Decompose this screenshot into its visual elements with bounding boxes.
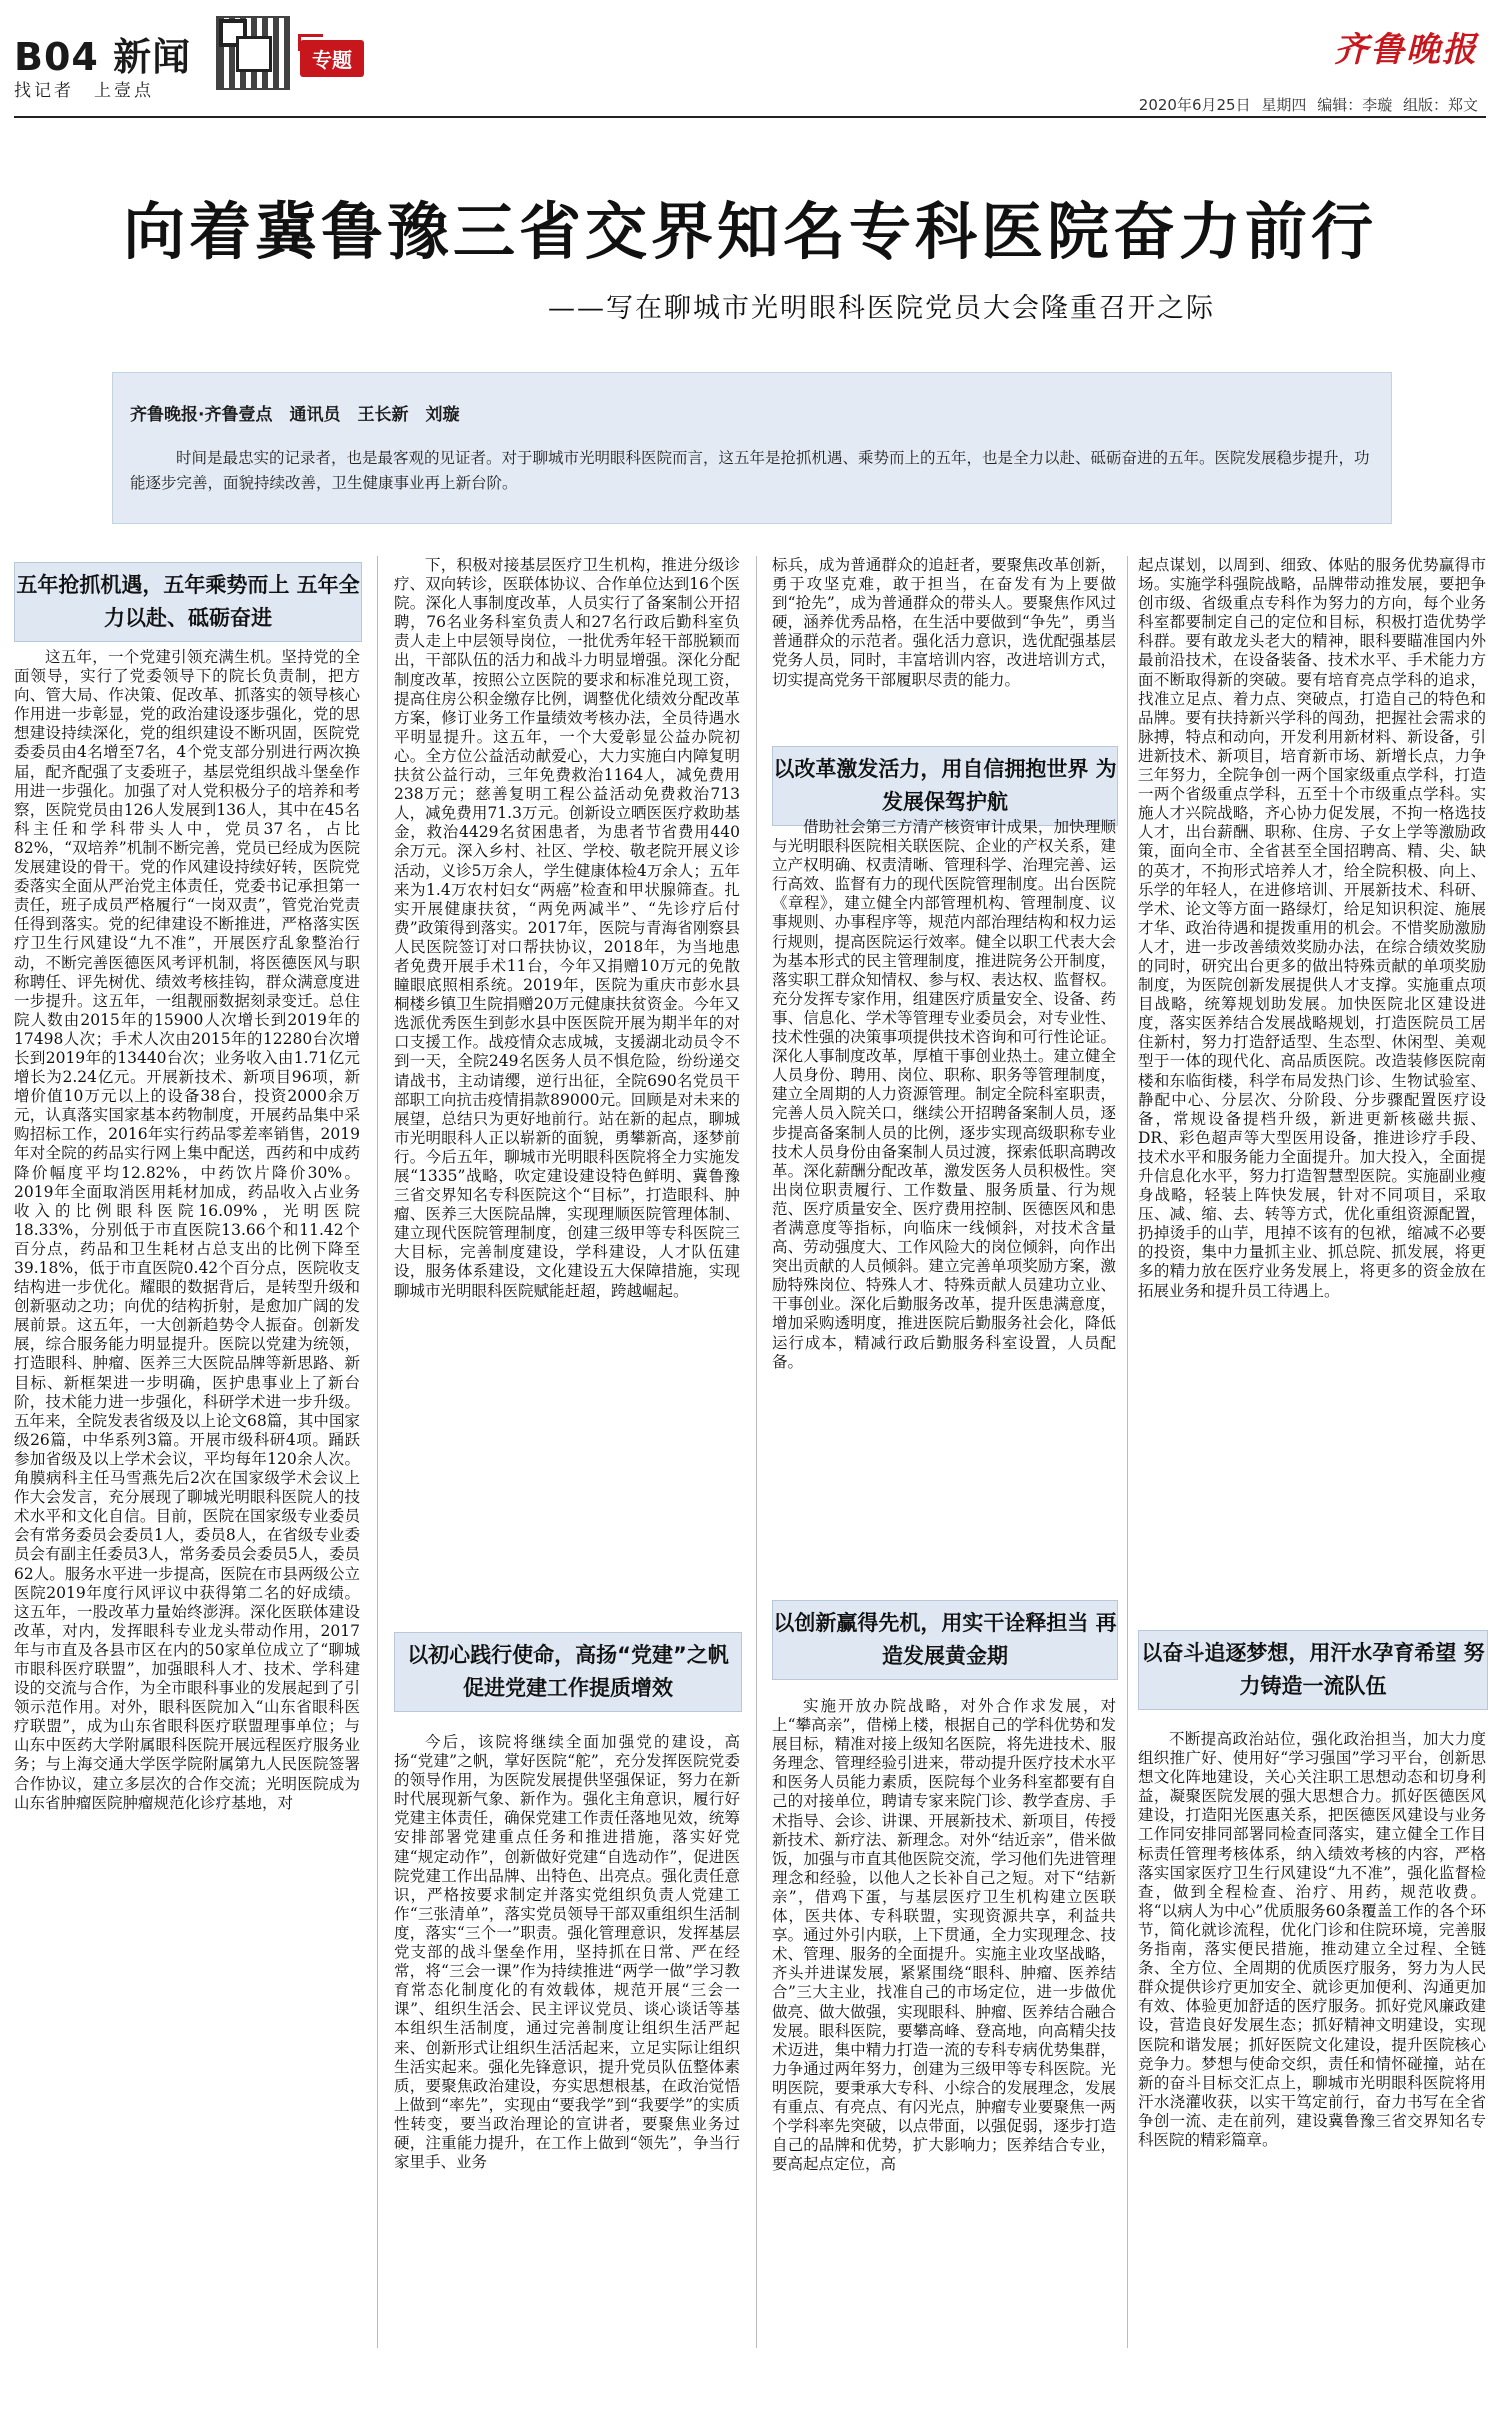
section-name: 新闻 [113, 35, 192, 79]
body-text: 实施开放办院战略，对外合作求发展，对上“攀高亲”，借梯上楼，根据自己的学科优势和发展目标，精准对接上级知名医院，将先进技术、服务理念、管理经验引进来，带动提升医疗技术水平和医务人员能力素质，医院每个业务科室都要有自己的对接单位，聘请专家来院门诊、教学查房、手术指导、会诊、讲课、开展新技术、新项目，传授新技术、新疗法、新理念。对外“结近亲”，借米做饭，加强与市直其他医院交流，学习他们先进管理理念和经验，以他人之长补自己之短。对下“结新亲”，借鸡下蛋，与基层医疗卫生机构建立医联体，医共体、专科联盟，实现资源共享，利益共享。通过外引内联，上下贯通，全力实现理念、技术、管理、服务的全面提升。实施主业攻坚战略，齐头并进谋发展，紧紧围绕“眼科、肿瘤、医养结合”三大主业，找准自己的市场定位，进一步做优做亮、做大做强，实现眼科、肿瘤、医养结合融合发展。眼科医院，要攀高峰、登高地，向高精尖技术迈进，集中精力打造一流的专科专病优势集群，力争通过两年努力，创建为三级甲等专科医院。光明医院，要秉承大专科、小综合的发展理念，发展有重点、有亮点、有闪光点，肿瘤专业要聚焦一两个学科率先突破，以点带面，以强促弱，逐步打造自己的品牌和优势，扩大影响力；医养结合专业，要高起点定位，高 [772, 1697, 1116, 2174]
qr-center [236, 36, 272, 72]
column-3-lower [772, 1697, 1116, 2348]
header-rule [14, 116, 1486, 118]
byline: 齐鲁晚报·齐鲁壹点 通讯员 王长新 刘璇 [130, 405, 460, 425]
issue-date: 2020年6月25日 [1138, 96, 1251, 114]
section-head-2: 以初心践行使命，高扬“党建”之帆 促进党建工作提质增效 [394, 1632, 742, 1712]
newspaper-logo: 齐鲁晚报 [1334, 30, 1478, 70]
column-divider [1127, 556, 1128, 2348]
article-subtitle: ——写在聊城市光明眼科医院党员大会隆重召开之际 [548, 293, 1215, 324]
issue-meta [1139, 94, 1478, 115]
column-1 [14, 648, 360, 2348]
body-text: 起点谋划，以周到、细致、体贴的服务优势赢得市场。实施学科强院战略，品牌带动推发展，要把争创市级、省级重点专科作为努力的方向，每个业务科室都要制定自己的定位和目标，积极打造优势学科群。要有敢龙头老大的精神，眼科要瞄准国内外最前沿技术，在设备装备、技术水平、手术能力方面不断取得新的突破。要有培育亮点学科的追求，找准立足点、着力点、突破点，打造自己的特色和品牌。要有扶持新兴学科的闯劲，把握社会需求的脉搏，特点和动向，开发利用新材料、新设备，引进新技术、新项目，培育新市场、新增长点，力争三年努力，全院争创一两个国家级重点学科，打造一两个省级重点学科，五至十个市级重点学科。实施人才兴院战略，齐心协力促发展，不拘一格选技人才，出台薪酬、职称、住房、子女上学等激励政策，面向全市、全省甚至全国招聘高、精、尖、缺的英才，不拘形式培养人才，给全院积极、向上、乐学的年轻人，在进修培训、开展新技术、科研、学术、论文等方面一路绿灯，给足知识积淀、施展才华、政治待遇和提拨重用的机会。不惜奖励激励人才，进一步改善绩效奖励办法，在综合绩效奖励的同时，研究出台更多的做出特殊贡献的单项奖励制度，为医院创新发展提供人才支撑。实施重点项目战略，统筹规划助发展。加快医院北区建设进度，落实医养结合发展战略规划，打造医院员工居住新村，努力打造舒适型、生态型、休闲型、美观型于一体的现代化、高品质医院。改造装修医院南楼和东临街楼，科学布局发热门诊、生物试验室、静配中心、分层次、分阶段、分步骤配置医疗设备，常规设备提档升级，新进更新核磁共振、DR、彩色超声等大型医用设备，推进诊疗手段、技术水平和服务能力全面提升。加大投入，全面提升信息化水平，努力打造智慧型医院。实施副业瘦身战略，轻装上阵快发展，针对不同项目，采取压、减、缩、去、转等方式，优化重组资源配置，扔掉烫手的山芋，甩掉不该有的包袱，缩减不必要的投资，集中力量抓主业、抓总院、抓发展，将更多的精力放在医疗业务发展上，将更多的资金放在拓展业务和提升员工待遇上。 [1138, 556, 1486, 1300]
body-text: 借助社会第三方清产核资审计成果，加快理顺与光明眼科医院相关联医院、企业的产权关系，建立产权明确、权责清晰、管理科学、治理完善、运行高效、监督有力的现代医院管理制度。出台医院《章程》，建立健全内部管理机构、管理制度、议事规则、办事程序等，规范内部治理结构和权力运行规则，提高医院运行效率。健全以职工代表大会为基本形式的民主管理制度，推进院务公开制度，落实职工群众知情权、参与权、表达权、监督权。充分发挥专家作用，组建医疗质量安全、设备、药事、信息化、学术等管理专业委员会，对专业性、技术性强的决策事项提供技术咨询和可行性论证。深化人事制度改革，厚植干事创业热土。建立健全人员身份、聘用、岗位、职称、职务等管理制度，建立全周期的人力资源管理。制定全院科室职责，完善人员入院关口，继续公开招聘备案制人员，逐步提高备案制人员的比例，逐步实现高级职称专业技术人员身份由备案制人员过渡，探索低职高聘改革。深化薪酬分配改革，激发医务人员积极性。突出岗位职责履行、工作数量、服务质量、行为规范、医疗质量安全、医疗费用控制、医德医风和患者满意度等指标，向临床一线倾斜，对技术含量高、劳动强度大、工作风险大的岗位倾斜，向作出突出贡献的人员倾斜。建立完善单项奖励方案，激励特殊岗位、特殊人才、特殊贡献人员建功立业、干事创业。深化后勤服务改革，提升医患满意度，增加采购透明度，推进医院后勤服务社会化，降低运行成本，精减行政后勤服务科室设置，人员配备。 [772, 818, 1116, 1371]
body-text: 下，积极对接基层医疗卫生机构，推进分级诊疗、双向转诊，医联体协议、合作单位达到16个医院。深化人事制度改革，人员实行了备案制公开招聘，76名业务科室负责人和27名行政后勤科室负责人走上中层领导岗位，一批优秀年轻干部脱颖而出，干部队伍的活力和战斗力明显增强。深化分配制度改革，按照公立医院的要求和标准兑现工资，提高住房公积金缴存比例，调整优化绩效分配改革方案，修订业务工作量绩效考核办法，全员待遇水平明显提升。这五年，一个大爱彰显公益办院初心。全方位公益活动献爱心，大力实施白内障复明扶贫公益行动，三年免费救治1164人，减免费用238万元；慈善复明工程公益活动免费救治713人，减免费用71.3万元。创新设立晒医医疗救助基金，救治4429名贫困患者，为患者节省费用440余万元。深入乡村、社区、学校、敬老院开展义诊活动，义诊5万余人，学生健康体检4万余人；五年来为1.4万农村妇女“两癌”检查和甲状腺筛查。扎实开展健康扶贫，“两免两减半”、“先诊疗后付费”政策得到落实。2017年，医院与青海省刚察县人民医院签订对口帮扶协议，2018年，为当地患者免费开展手术11台，今年又捐赠10万元的免散瞳眼底照相系统。2019年，医院为重庆市彭水县桐楼乡镇卫生院捐赠20万元健康扶贫资金。今年又选派优秀医生到彭水县中医医院开展为期半年的对口支援工作。战疫情众志成城，支援湖北动员令不到一天，全院249名医务人员不惧危险，纷纷递交请战书，主动请缨，逆行出征，全院690名党员干部职工向抗击疫情捐款89000元。回顾是对未来的展望，总结只为更好地前行。站在新的起点，聊城市光明眼科人正以崭新的面貌，勇攀新高，逐梦前行。今后五年，聊城市光明眼科医院将全力实施发展“1335”战略，吹定建设建设特色鲜明、冀鲁豫三省交界知名专科医院这个“目标”，打造眼科、肿瘤、医养三大医院品牌，实现理顺医院管理体制、建立现代医院管理制度，创建三级甲等专科医院三大目标，完善制度建设，学科建设，人才队伍建设，服务体系建设，文化建设五大保障措施，实现聊城市光明眼科医院赋能赶超，跨越崛起。 [394, 556, 740, 1300]
column-2 [394, 556, 740, 1676]
body-text: 这五年，一个党建引领充满生机。坚持党的全面领导，实行了党委领导下的院长负责制，把方向、管大局、作决策、促改革、抓落实的领导核心作用进一步彰显，党的政治建设逐步强化，党的思想建设持续深化，党的组织建设不断巩固，医院党委委员由4名增至7名，4个党支部分别进行两次换届，配齐配强了支委班子，基层党组织战斗堡垒作用进一步强化。加强了对人党积极分子的培养和考察，医院党员由126人发展到136人，其中在45名科主任和学科带头人中，党员37名，占比82%，“双培养”机制不断完善，党员已经成为医院发展建设的骨干。党的作风建设持续好转，医院党委落实全面从严治党主体责任，党委书记承担第一责任，班子成员严格履行“一岗双责”，管党治党责任得到落实。党的纪律建设不断推进，严格落实医疗卫生行风建设“九不准”，开展医疗乱象整治行动，不断完善医德医风考评机制，将医德医风与职称聘任、评先树优、绩效考核挂钩，群众满意度进一步提升。这五年，一组靓丽数据刻录变迁。总住院人数由2015年的15900人次增长到2019年的17498人次；手术人次由2015年的12280台次增长到2019年的13440台次；业务收入由1.71亿元增长为2.24亿元。开展新技术、新项目96项，新增价值10万元以上的设备38台，投资2000余万元，认真落实国家基本药物制度，开展药品集中采购招标工作，2016年实行药品零差率销售，2019年对全院的药品实行网上集中配送，西药和中成药降价幅度平均12.82%，中药饮片降价30%。2019年全面取消医用耗材加成，药品收入占业务收入的比例眼科医院16.09%，光明医院18.33%，分别低于市直医院13.66个和11.42个百分点，药品和卫生耗材占总支出的比例下降至39.18%，低于市直医院0.42个百分点，医院收支结构进一步优化。耀眼的数据背后，是转型升级和创新驱动之功；向优的结构折射，是愈加广阔的发展前景。这五年，一大创新趋势令人振奋。创新发展，综合服务能力明显提升。医院以党建为统领，打造眼科、肿瘤、医养三大医院品牌等新思路、新目标、新框架进一步明确，医护患事业上了新台阶，技术能力进一步强化，科研学术进一步升级。五年来，全院发表省级及以上论文68篇，其中国家级26篇，中华系列3篇。开展市级科研4项。踊跃参加省级及以上学术会议，平均每年120余人次。角膜病科主任马雪燕先后2次在国家级学术会议上作大会发言，充分展现了聊城光明眼科医院人的技术水平和文化自信。目前，医院在国家级专业委员会有常务委员会委员1人，委员8人，在省级专业委员会有副主任委员3人，常务委员会委员5人，委员62人。服务水平进一步提高，医院在市县两级公立医院2019年度行风评议中获得第二名的好成绩。这五年，一股改革力量始终澎湃。深化医联体建设改革，对内，发挥眼科专业龙头带动作用，2017年与市直及各县市区在内的50家单位成立了“聊城市眼科医疗联盟”，加强眼科人才、技术、学科建设的交流与合作，为全市眼科事业的发展起到了引领示范作用。对外，眼科医院加入“山东省眼科医疗联盟”，成为山东省眼科医疗联盟理事单位；与山东中医药大学附属眼科医院开展远程医疗服务业务；与上海交通大学医学院附属第九人民医院签署合作协议，建立多层次的合作交流；光明医院成为山东省肿瘤医院肿瘤规范化诊疗基地，对 [14, 648, 360, 1812]
column-4-lower [1138, 1730, 1486, 2348]
column-3-middle [772, 818, 1116, 1648]
issue-weekday: 星期四 [1261, 96, 1307, 114]
body-text: 不断提高政治站位，强化政治担当，加大力度组织推广好、使用好“学习强国”学习平台，创新思想文化阵地建设，关心关注职工思想动态和切身利益，凝聚医院发展的强大思想合力。抓好医德医风建设，打造阳光医惠关系，把医德医风建设与业务工作同安排同部署同检查同落实，建立健全工作目标责任管理考核体系，纳入绩效考核的内容，严格落实国家医疗卫生行风建设“九不准”，强化监督检查，做到全程检查、治疗、用药，规范收费。将“以病人为中心”优质服务60条覆盖工作的各个环节，简化就诊流程，优化门诊和住院环境，完善服务指南，落实便民措施，推动建立全过程、全链条、全方位、全周期的优质医疗服务，努力为人民群众提供诊疗更加安全、就诊更加便利、沟通更加有效、体验更加舒适的医疗服务。抓好党风廉政建设，营造良好发展生态；抓好精神文明建设，实现医院和谐发展；抓好医院文化建设，提升医院核心竞争力。梦想与使命交织，责任和情怀碰撞，站在新的奋斗目标交汇点上，聊城市光明眼科医院将用汗水浇灌收获，以实干笃定前行，奋力书写在全省争创一流、走在前列，建设冀鲁豫三省交界知名专科医院的精彩篇章。 [1138, 1730, 1486, 2149]
layout-editor: 组版：郑文 [1402, 96, 1478, 114]
page-number [14, 26, 191, 81]
section-head-4: 以创新赢得先机，用实干诠释担当 再造发展黄金期 [772, 1600, 1118, 1680]
section-head-1: 五年抢抓机遇，五年乘势而上 五年全力以赴、砥砺奋进 [14, 562, 362, 642]
column-2-lower [394, 1733, 740, 2348]
body-text: 标兵，成为普通群众的追赶者，要聚焦改革创新，勇于攻坚克难，敢于担当，在奋发有为上要做到“抢先”，成为普通群众的带头人。要聚焦作风过硬，涵养优秀品格，在生活中要做到“争先”，勇当普通群众的示范者。强化活力意识，选优配强基层党务人员，同时，丰富培训内容，改进培训方式，切实提高党务干部履职尽责的能力。 [772, 556, 1116, 689]
page-no: B04 [14, 35, 99, 79]
body-text: 今后，该院将继续全面加强党的建设，高扬“党建”之帆，掌好医院“舵”，充分发挥医院党委的领导作用，为医院发展提供坚强保证，努力在新时代展现新气象、新作为。强化主角意识，履行好党建主体责任，确保党建工作责任落地见效，统筹安排部署党建重点任务和推进措施，落实好党建“规定动作”，创新做好党建“自选动作”，促进医院党建工作出品牌、出特色、出亮点。强化责任意识，严格按要求制定并落实党组织负责人党建工作“三张清单”，落实党员领导干部双重组织生活制度，落实“三个一”职责。强化管理意识，发挥基层党支部的战斗堡垒作用，坚持抓在日常、严在经常，将“三会一课”作为持续推进“两学一做”学习教育常态化制度化的有效载体，规范开展“三会一课”、组织生活会、民主评议党员、谈心谈话等基本组织生活制度，通过完善制度让组织生活严起来、创新形式让组织生活活起来，立足实际让组织生活实起来。强化先锋意识，提升党员队伍整体素质，要聚焦政治建设，夯实思想根基，在政治觉悟上做到“率先”，实现由“要我学”到“我要学”的实质性转变，要当政治理论的宣讲者，要聚焦业务过硬，注重能力提升，在工作上做到“领先”，争当行家里手、业务 [394, 1733, 740, 2172]
column-3 [772, 556, 1116, 746]
lead-paragraph: 时间是最忠实的记录者，也是最客观的见证者。对于聊城市光明眼科医院而言，这五年是抢抓机遇、乘势而上的五年，也是全力以赴、砥砺奋进的五年。医院发展稳步提升，功能逐步完善，面貌持续改善，卫生健康事业再上新台阶。 [130, 449, 1370, 492]
article-title: 向着冀鲁豫三省交界知名专科医院奋力前行 [122, 195, 1377, 268]
column-divider [377, 556, 378, 2348]
column-divider [756, 556, 757, 2348]
slogan: 找记者 上壹点 [14, 81, 154, 101]
section-head-3: 以改革激发活力，用自信拥抱世界 为发展保驾护航 [772, 746, 1118, 826]
topic-tag: 专题 [300, 40, 364, 77]
editor: 编辑：李璇 [1317, 96, 1393, 114]
column-4 [1138, 556, 1486, 1676]
section-head-5: 以奋斗追逐梦想，用汗水孕育希望 努力铸造一流队伍 [1138, 1630, 1488, 1710]
